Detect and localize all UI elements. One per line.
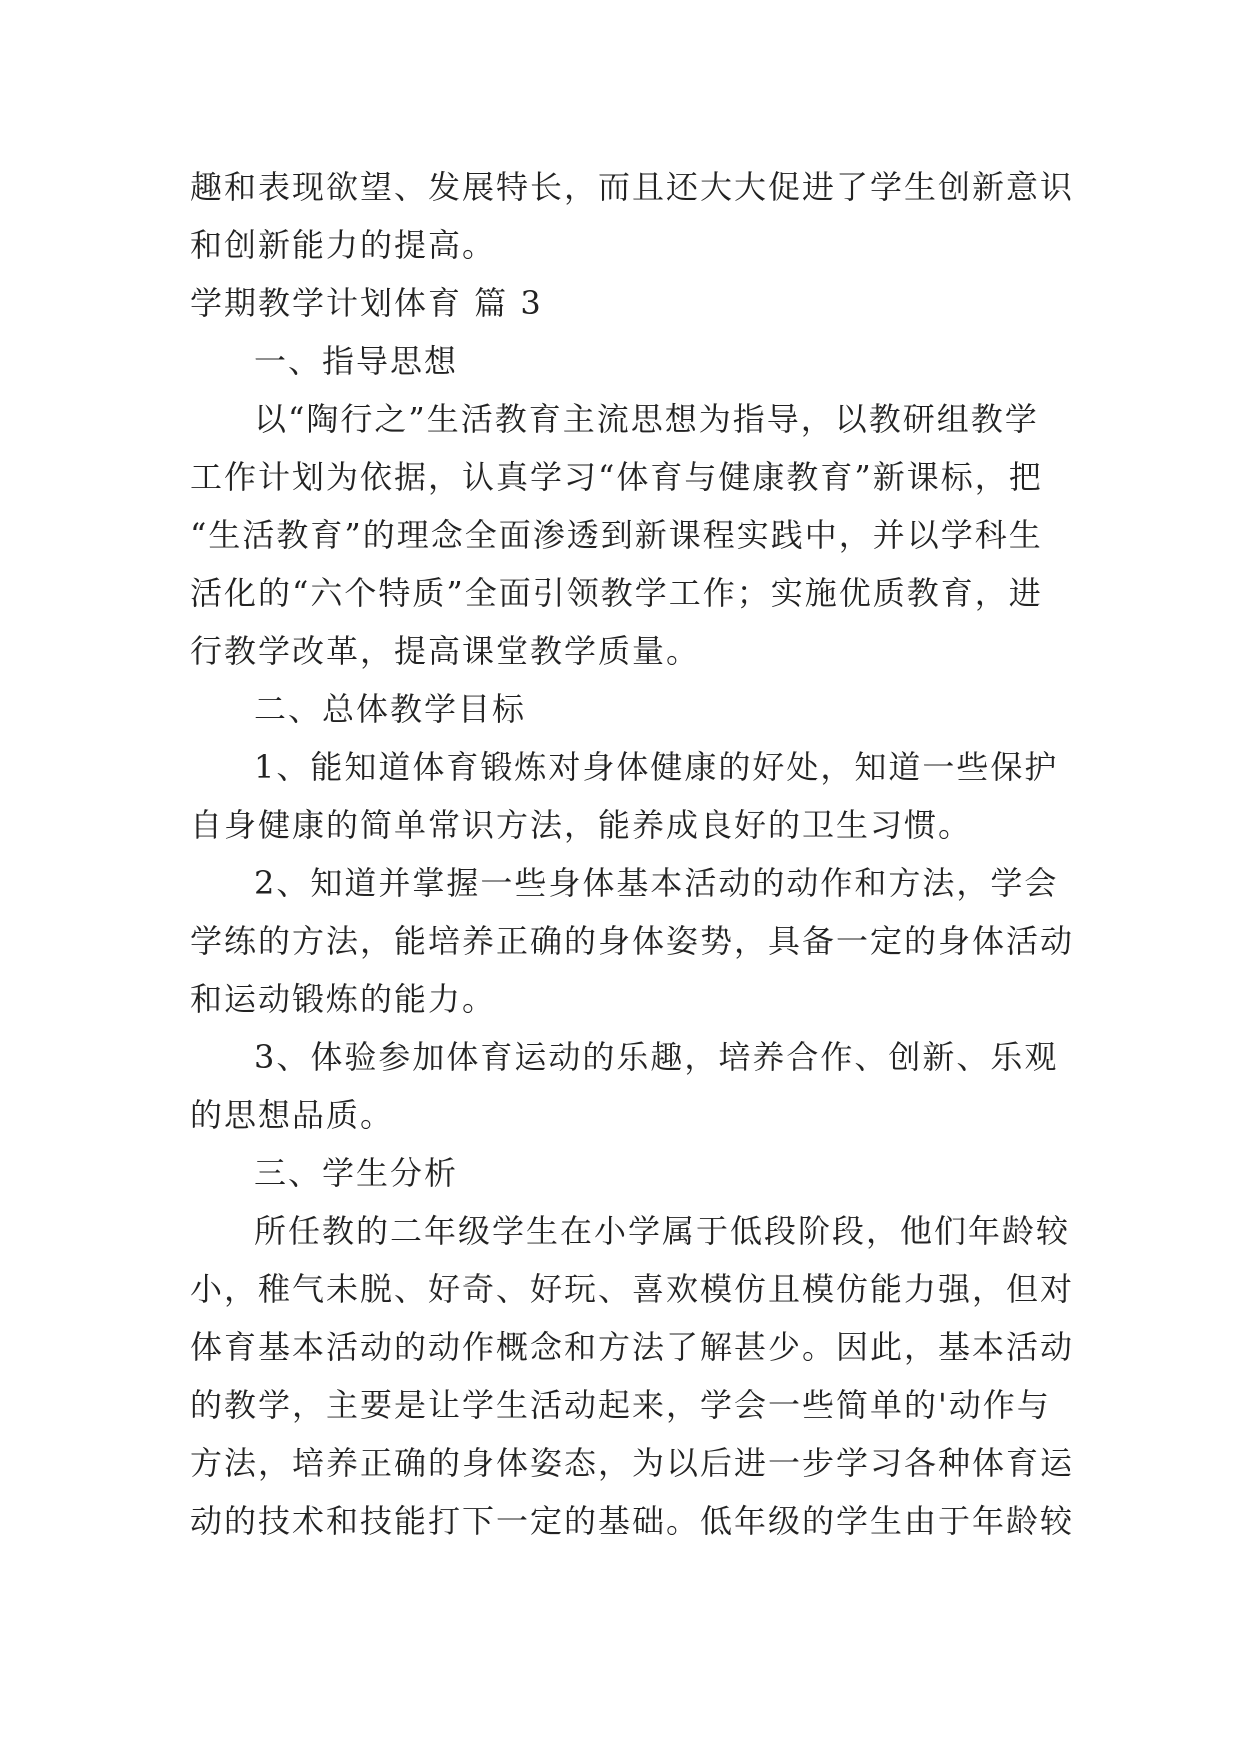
paragraph-line: 以“陶行之”生活教育主流思想为指导，以教研组教学 <box>254 400 1039 438</box>
paragraph-line: 学练的方法，能培养正确的身体姿势，具备一定的身体活动 <box>190 922 1075 960</box>
heading-guiding-thought: 一、指导思想 <box>254 342 459 380</box>
paragraph-line: 的教学，主要是让学生活动起来，学会一些简单的'动作与 <box>190 1386 1051 1424</box>
paragraph-line: 2、知道并掌握一些身体基本活动的动作和方法，学会 <box>254 864 1059 902</box>
paragraph-line: “生活教育”的理念全面渗透到新课程实践中，并以学科生 <box>190 516 1043 554</box>
paragraph-line: 自身健康的简单常识方法，能养成良好的卫生习惯。 <box>190 806 973 844</box>
paragraph-line: 方法，培养正确的身体姿态，为以后进一步学习各种体育运 <box>190 1444 1075 1482</box>
paragraph-line: 和运动锻炼的能力。 <box>190 980 497 1018</box>
paragraph-line: 工作计划为依据，认真学习“体育与健康教育”新课标，把 <box>190 458 1043 496</box>
paragraph-line: 活化的“六个特质”全面引领教学工作；实施优质教育，进 <box>190 574 1043 612</box>
paragraph-line: 3、体验参加体育运动的乐趣，培养合作、创新、乐观 <box>254 1038 1059 1076</box>
paragraph-line: 的思想品质。 <box>190 1096 395 1134</box>
paragraph-line: 所任教的二年级学生在小学属于低段阶段，他们年龄较 <box>254 1212 1071 1250</box>
paragraph-line: 行教学改革，提高课堂教学质量。 <box>190 632 701 670</box>
paragraph-line: 1、能知道体育锻炼对身体健康的好处，知道一些保护 <box>254 748 1059 786</box>
paragraph-line: 动的技术和技能打下一定的基础。低年级的学生由于年龄较 <box>190 1502 1075 1540</box>
section-title: 学期教学计划体育 篇 3 <box>190 284 543 322</box>
document-body <box>190 158 1075 1550</box>
paragraph-line: 趣和表现欲望、发展特长，而且还大大促进了学生创新意识 <box>190 168 1075 206</box>
heading-overall-goals: 二、总体教学目标 <box>254 690 527 728</box>
paragraph-line: 和创新能力的提高。 <box>190 226 497 264</box>
paragraph-line: 体育基本活动的动作概念和方法了解甚少。因此，基本活动 <box>190 1328 1075 1366</box>
heading-student-analysis: 三、学生分析 <box>254 1154 459 1192</box>
paragraph-line: 小，稚气未脱、好奇、好玩、喜欢模仿且模仿能力强，但对 <box>190 1270 1075 1308</box>
